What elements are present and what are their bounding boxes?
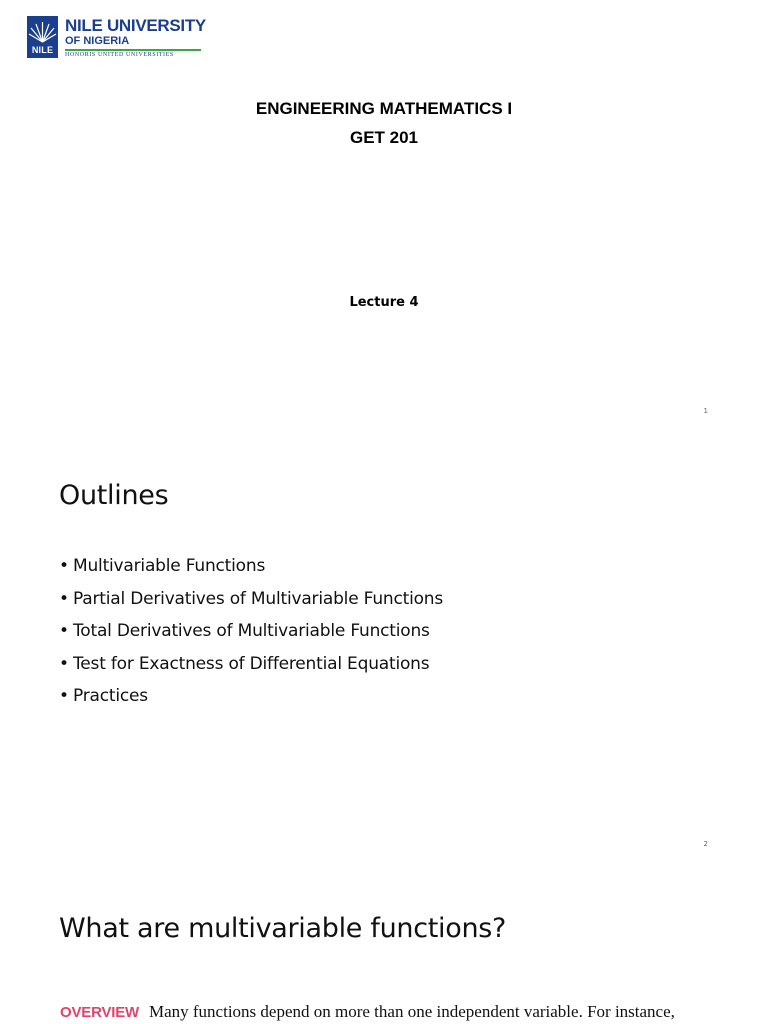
list-item-text: Partial Derivatives of Multivariable Functions	[73, 588, 444, 609]
bullet-icon: •	[59, 653, 69, 674]
list-item	[59, 648, 443, 681]
bullet-icon: •	[59, 588, 69, 609]
logo-tagline: HONORIS UNITED UNIVERSITIES	[65, 52, 174, 58]
outline-list	[59, 550, 443, 713]
logo-divider	[65, 49, 201, 51]
overview-paragraph	[60, 1002, 675, 1022]
lecture-label: Lecture 4	[349, 295, 419, 310]
list-item-text: Total Derivatives of Multivariable Functions	[73, 621, 430, 641]
slide-heading: What are multivariable functions?	[59, 913, 507, 944]
logo-emblem-icon	[27, 16, 58, 58]
slide-multivariable	[0, 865, 768, 1024]
university-logo	[27, 16, 206, 62]
page-number: 1	[703, 407, 708, 415]
list-item-text: Multivariable Functions	[73, 556, 266, 576]
bullet-icon: •	[59, 621, 69, 641]
overview-label: OVERVIEW	[60, 1004, 139, 1021]
slide-outlines	[0, 432, 768, 865]
sunburst-icon	[27, 16, 58, 46]
course-title: ENGINEERING MATHEMATICS I	[255, 99, 513, 118]
list-item	[59, 583, 443, 616]
bullet-icon: •	[59, 556, 69, 576]
slide-title	[0, 0, 768, 432]
logo-emblem-text: NILE	[31, 45, 54, 55]
course-code: GET 201	[349, 128, 419, 147]
logo-university-name: NILE UNIVERSITY	[65, 16, 206, 35]
bullet-icon: •	[59, 686, 69, 706]
list-item-text: Test for Exactness of Differential Equations	[73, 653, 430, 674]
list-item-text: Practices	[73, 686, 148, 706]
list-item	[59, 680, 443, 713]
overview-text: Many functions depend on more than one independent variable. For instance,	[148, 1002, 675, 1021]
list-item	[59, 615, 443, 648]
logo-university-sub: OF NIGERIA	[65, 35, 130, 47]
list-item	[59, 550, 443, 583]
page-number: 2	[703, 840, 708, 848]
slide-heading: Outlines	[59, 480, 169, 511]
